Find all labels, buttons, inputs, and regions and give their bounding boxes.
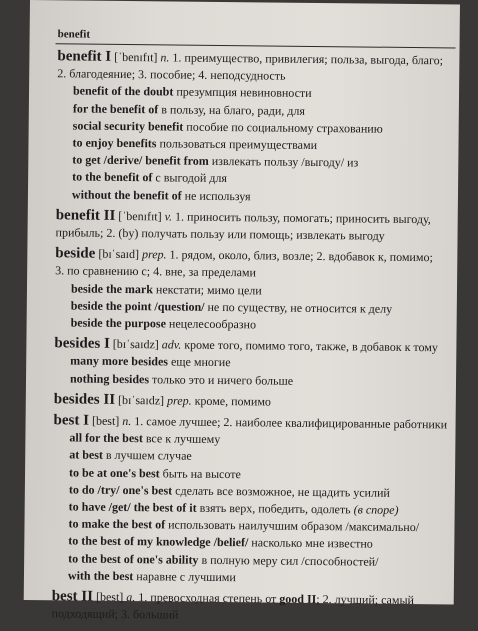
phrase-translation: нецелесообразно [165,316,257,332]
headword: besides I [54,335,110,353]
phrase-translation: извлекать пользу /выгоду/ из [208,154,359,170]
definition: 2. благодеяние; 3. пособие; 4. неподсудность [57,66,286,83]
headword: best I [53,412,90,429]
phrase-line [56,186,476,208]
phrase: to the benefit of [72,169,153,185]
phrase-translation: все к лучшему [142,431,221,447]
transcription: [bɪˈsaɪdz] [115,392,168,408]
transcription: [ˈbenɪfɪt] [115,208,165,224]
part-of-speech: v. [164,209,173,224]
phrase: beside the mark [70,281,154,296]
definition: 1. приносить пользу, помогать; приносить выгоду, [172,209,431,227]
transcription: [bɪˈsaɪd] [95,246,143,262]
phrase-translation: только это и ничего больше [148,371,294,388]
phrase-line [52,567,472,589]
dictionary-entry [54,391,474,413]
entries-column [51,48,477,631]
phrase-translation: использовать наилучшим образом /максимально/ [165,517,420,535]
phrase-line [54,370,474,392]
phrase: benefit of the doubt [72,83,174,99]
definition: кроме, помимо [191,393,272,409]
phrase-translation: в лучшем случае [102,448,192,464]
definition: прибыль; 2. (by) получать пользу или помощь; извлекать выгоду [55,225,385,243]
phrase: nothing besides [69,371,150,386]
phrase: social security benefit [72,118,184,134]
headword: besides II [53,391,116,408]
definition: 3. по сравнению с; 4. вне, за пределами [55,263,257,280]
phrase-translation: насколько мне известно [248,535,373,552]
definition: ; 2. лучший; самый [316,592,415,608]
dictionary-entry [55,207,475,246]
phrase: to be at one's best [68,465,160,481]
phrase-translation: быть на высоте [159,466,241,481]
phrase-translation: пособие по социальному страхованию [183,119,383,136]
phrase: to make the best of [68,516,166,532]
transcription: [best] [92,589,127,605]
definition: подходящий; 3. больший [51,606,179,622]
headword: benefit I [57,48,112,65]
phrase: to have /get/ the best of it [68,499,197,515]
phrase: beside the point /question/ [70,298,205,314]
phrase-translation: наравне с лучшими [133,569,236,585]
phrase-translation: пользоваться преимуществами [156,136,318,153]
phrase: all for the best [69,430,143,446]
transcription: [ˈbenɪfɪt] [111,49,161,65]
definition: 1. самое лучшее; 2. наиболее квалифицированные работники [131,414,448,432]
phrase: to get /derive/ benefit from [72,152,209,169]
phrase-translation: сделать все возможное, не щадить усилий [172,483,390,500]
definition: 1. превосходная степень от [135,590,280,606]
phrase: to do /try/ one's best [68,482,173,498]
part-of-speech: prep. [141,247,167,262]
dictionary-entry [55,246,476,336]
phrase: to the best of one's ability [68,551,199,567]
phrase: to the best of my knowledge /belief/ [68,533,249,550]
running-head: benefit [57,28,91,41]
phrase-translation: презумпция невиновности [173,84,312,101]
phrase-translation: взять верх, победить, одолеть [196,500,351,517]
part-of-speech: prep. [167,393,192,408]
phrase: many more besides [70,353,169,369]
part-of-speech: n. [122,414,132,429]
phrase-translation: не по существу, не относится к делу [204,299,393,316]
phrase-translation: в пользу, на благо, ради, для [158,101,306,118]
entry-headline [54,391,474,413]
dictionary-page [24,0,460,622]
phrase-translation: с выгодой для [152,170,228,186]
part-of-speech: n. [160,50,170,65]
dictionary-entry [51,588,471,627]
dictionary-entry [56,48,478,207]
phrase-translation: не используя [181,188,251,203]
phrase: to enjoy benefits [72,135,157,151]
header-divider [56,43,456,48]
dictionary-entry [52,412,474,588]
phrase-translation: еще многие [167,354,231,370]
transcription: [bɪˈsaɪdz] [109,337,162,352]
definition: 1. преимущество, привилегия; польза, выгода, благо; [169,50,444,68]
headword: beside [55,245,96,262]
part-of-speech: adv. [161,337,182,352]
phrase: at best [69,447,103,463]
transcription: [best] [88,413,123,429]
headword: benefit II [55,207,116,224]
phrase-line [55,314,475,336]
part-of-speech: a. [126,590,136,605]
phrase-translation: в полную меру сил /способностей/ [198,552,379,569]
phrase-translation: некстати; мимо цели [152,281,262,298]
phrase: with the best [67,568,134,584]
headword: best II [51,588,94,605]
definition: 1. рядом, около, близ, возле; 2. вдобавок к, помимо; [166,247,433,265]
usage-note: (в споре) [350,502,399,517]
dictionary-entry [54,336,475,392]
phrase: beside the purpose [70,315,167,331]
phrase: for the benefit of [72,101,159,116]
definition: кроме того, помимо того, также, в добавок к тому [181,337,438,355]
phrase: without the benefit of [71,187,182,203]
cross-reference: good II [279,591,317,607]
